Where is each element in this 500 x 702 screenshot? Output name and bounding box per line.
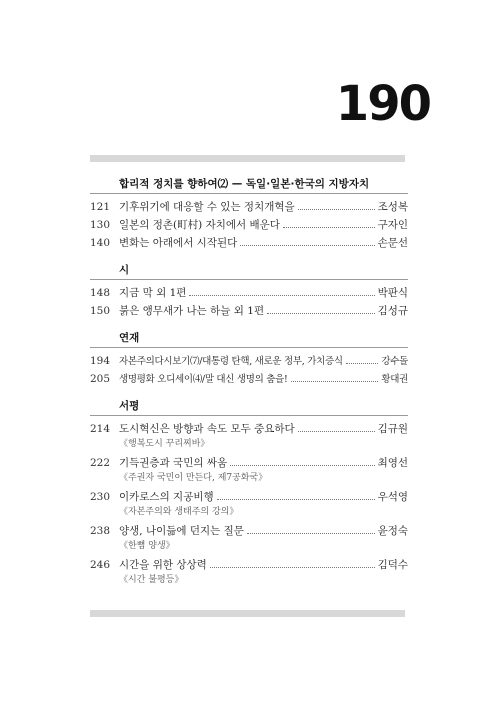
entry-title: 자본주의다시보기⑺/대통령 탄핵, 새로운 정부, 가치증식 — [119, 356, 343, 367]
section-rule — [90, 279, 408, 280]
dot-leader — [283, 227, 375, 228]
dot-leader — [230, 465, 374, 466]
dot-leader — [346, 363, 379, 364]
section-serial — [90, 330, 408, 388]
section-reviews — [90, 398, 408, 590]
toc-entry[interactable] — [90, 488, 408, 506]
issue-number: 190 — [335, 76, 430, 132]
entry-page: 238 — [90, 525, 111, 537]
entry-title: 이카로스의 지공비행 — [119, 491, 214, 503]
dot-leader — [217, 499, 375, 500]
dot-leader — [291, 381, 379, 382]
section-rule — [90, 193, 408, 194]
bottom-divider-bar — [90, 610, 405, 617]
entry-author: 최영선 — [377, 457, 408, 469]
entry-author: 우석영 — [377, 491, 408, 503]
entry-page: 148 — [90, 287, 111, 299]
entry-title: 양생, 나이듦에 던지는 질문 — [119, 525, 244, 537]
entry-page: 230 — [90, 491, 111, 503]
entry-author: 손문선 — [377, 237, 408, 249]
entry-author: 윤정숙 — [377, 525, 408, 537]
reviewed-book-title: 《행복도시 꾸리찌바》 — [119, 439, 210, 449]
entry-title: 기득권층과 국민의 싸움 — [119, 457, 228, 469]
entry-page: 150 — [90, 305, 111, 317]
entry-title: 생명평화 오디세이⑷/말 대신 생명의 춤을! — [119, 374, 288, 385]
table-of-contents — [90, 176, 408, 590]
entry-page: 121 — [90, 201, 111, 213]
entry-page: 140 — [90, 237, 111, 249]
toc-entry[interactable] — [90, 370, 408, 388]
entry-author: 김성규 — [377, 305, 408, 317]
reviewed-book-title: 《시간 불평등》 — [119, 575, 184, 585]
entry-author: 강수돌 — [381, 356, 408, 367]
section-policy — [90, 176, 408, 252]
dot-leader — [247, 533, 375, 534]
entry-page: 222 — [90, 457, 111, 469]
entry-author: 황대권 — [381, 374, 408, 385]
toc-entry[interactable] — [90, 216, 408, 234]
dot-leader — [267, 313, 374, 314]
entry-author: 김규원 — [377, 423, 408, 435]
entry-title: 일본의 정촌(町村) 자치에서 배운다 — [119, 219, 280, 231]
toc-entry[interactable] — [90, 302, 408, 320]
entry-title: 붉은 앵무새가 나는 하늘 외 1편 — [119, 305, 265, 317]
section-title: 시 — [119, 264, 130, 276]
entry-title: 시간을 위한 상상력 — [119, 559, 207, 571]
section-rule — [90, 415, 408, 416]
toc-entry[interactable] — [90, 454, 408, 472]
entry-page: 130 — [90, 219, 111, 231]
section-title: 연재 — [119, 332, 140, 344]
section-poetry — [90, 262, 408, 320]
entry-page: 214 — [90, 423, 111, 435]
reviewed-book-title: 《자본주의와 생태주의 강의》 — [119, 507, 239, 517]
entry-author: 박판식 — [377, 287, 408, 299]
entry-title: 기후위기에 대응할 수 있는 정치개혁을 — [119, 201, 295, 213]
dot-leader — [298, 431, 375, 432]
entry-author: 조성복 — [377, 201, 408, 213]
toc-entry[interactable] — [90, 556, 408, 574]
entry-page: 194 — [90, 355, 111, 367]
reviewed-book-title: 《주권자 국민이 만든다, 제7공화국》 — [119, 473, 268, 483]
toc-entry[interactable] — [90, 198, 408, 216]
dot-leader — [240, 245, 374, 246]
entry-author: 구자인 — [377, 219, 408, 231]
entry-title: 지금 막 외 1편 — [119, 287, 187, 299]
entry-page: 205 — [90, 373, 111, 385]
section-rule — [90, 347, 408, 348]
entry-title: 변화는 아래에서 시작된다 — [119, 237, 238, 249]
entry-title: 도시혁신은 방향과 속도 모두 중요하다 — [119, 423, 295, 435]
dot-leader — [210, 567, 375, 568]
toc-entry[interactable] — [90, 420, 408, 438]
toc-entry[interactable] — [90, 234, 408, 252]
toc-entry[interactable] — [90, 522, 408, 540]
entry-author: 김덕수 — [377, 559, 408, 571]
dot-leader — [298, 209, 375, 210]
section-title: 합리적 정치를 향하여⑵ — 독일·일본·한국의 지방자치 — [119, 178, 370, 190]
toc-entry[interactable] — [90, 284, 408, 302]
top-divider-bar — [90, 155, 405, 162]
toc-entry[interactable] — [90, 352, 408, 370]
reviewed-book-title: 《한뼘 양생》 — [119, 541, 175, 551]
entry-page: 246 — [90, 559, 111, 571]
section-title: 서평 — [119, 400, 140, 412]
dot-leader — [189, 295, 374, 296]
